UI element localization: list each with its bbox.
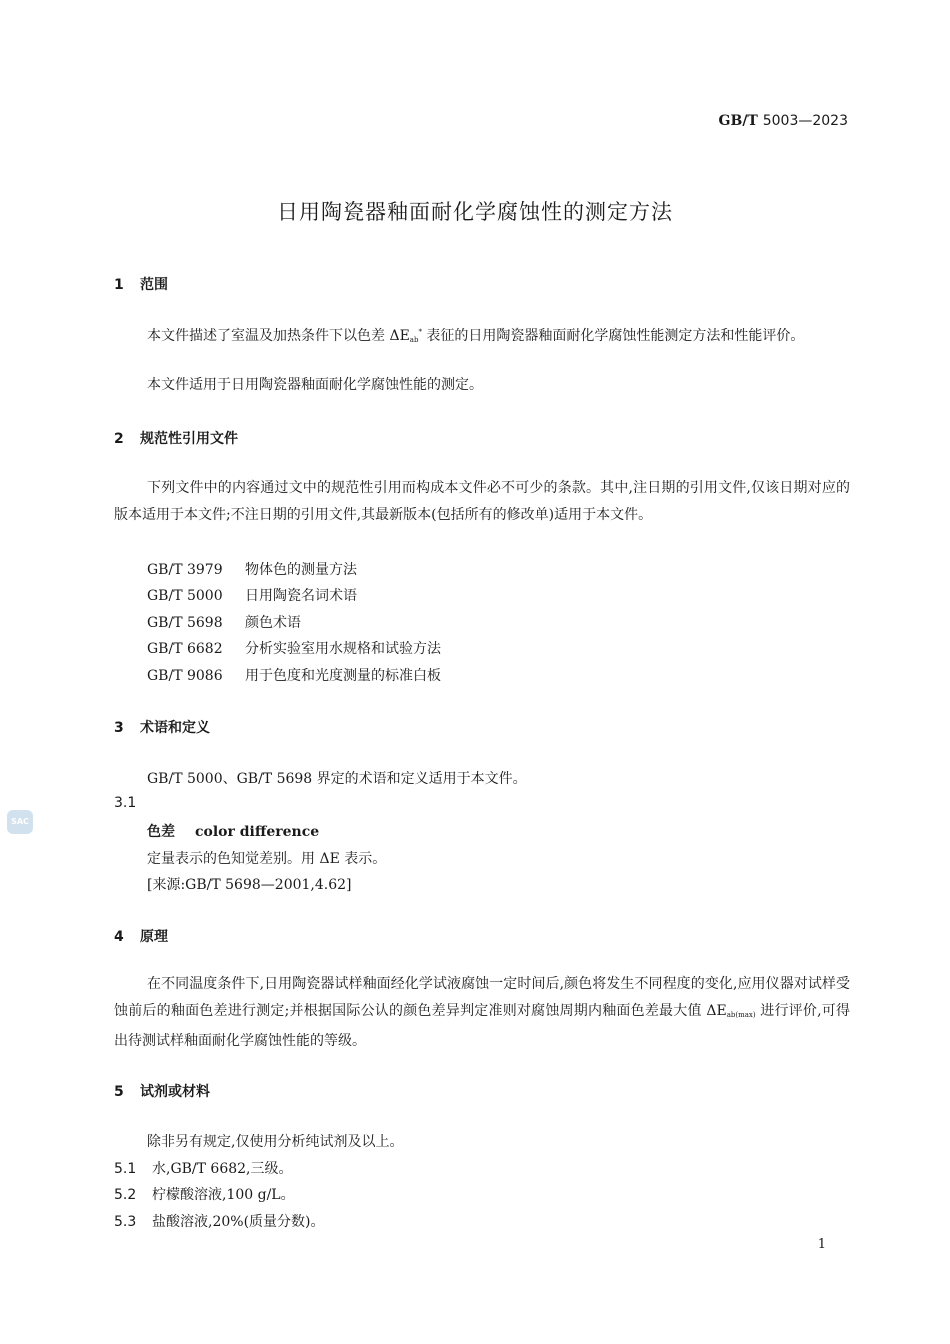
section-1-paragraph-1: 本文件描述了室温及加热条件下以色差 $\Delta E_{ab}^*$ 表征的日用陶瓷器釉面耐化学腐蚀性能测定方法和性能评价。 <box>147 328 805 344</box>
reference-name: 日用陶瓷名词术语 <box>245 588 357 604</box>
reference-item <box>147 559 357 579</box>
reference-code: GB/T 5000 <box>147 588 223 604</box>
item-number: 5.2 <box>114 1187 137 1203</box>
item-text: 柠檬酸溶液,100 g/L。 <box>152 1187 295 1203</box>
reference-name: 分析实验室用水规格和试验方法 <box>245 641 441 657</box>
reference-name: 颜色术语 <box>245 615 301 631</box>
reference-item <box>147 585 357 605</box>
section-number: 1 <box>114 277 124 293</box>
sac-watermark-logo: SAC <box>7 810 33 834</box>
section-4-heading <box>114 926 168 946</box>
reference-name: 用于色度和光度测量的标准白板 <box>245 668 441 684</box>
item-text: 盐酸溶液,20%(质量分数)。 <box>152 1214 325 1230</box>
section-5-heading <box>114 1081 210 1101</box>
delta-e-symbol: ΔE <box>319 851 340 867</box>
section-3-heading <box>114 717 210 737</box>
section-3-paragraph-1: GB/T 5000、GB/T 5698 界定的术语和定义适用于本文件。 <box>147 771 527 787</box>
reference-code: GB/T 5698 <box>147 615 223 631</box>
reference-item <box>147 612 301 632</box>
section-number: 2 <box>114 431 124 447</box>
term-heading <box>147 821 319 841</box>
reference-code: GB/T 9086 <box>147 668 223 684</box>
section-number: 4 <box>114 929 124 945</box>
document-title: 日用陶瓷器釉面耐化学腐蚀性的测定方法 <box>277 200 673 224</box>
term-english: color difference <box>195 824 320 840</box>
reagent-item <box>114 1184 295 1204</box>
term-number: 3.1 <box>114 795 137 811</box>
reference-name: 物体色的测量方法 <box>245 562 357 578</box>
section-title: 原理 <box>140 929 168 945</box>
section-title: 试剂或材料 <box>140 1084 210 1100</box>
section-title: 术语和定义 <box>140 720 210 736</box>
section-title: 规范性引用文件 <box>140 431 238 447</box>
reference-code: GB/T 3979 <box>147 562 223 578</box>
delta-e-symbol: ΔE <box>706 1002 727 1019</box>
section-2-heading <box>114 428 238 448</box>
section-1-paragraph-2: 本文件适用于日用陶瓷器釉面耐化学腐蚀性能的测定。 <box>147 377 483 393</box>
standard-code <box>719 113 848 129</box>
term-chinese: 色差 <box>147 824 175 840</box>
reference-code: GB/T 6682 <box>147 641 223 657</box>
section-2-paragraph-1: 下列文件中的内容通过文中的规范性引用而构成本文件必不可少的条款。其中,注日期的引用文件,仅该日期对应的版本适用于本文件;不注日期的引用文件,其最新版本(包括所有的修改单)适用于本文件。 <box>114 480 850 523</box>
item-number: 5.3 <box>114 1214 137 1230</box>
page-number: 1 <box>817 1237 826 1252</box>
section-5-paragraph-1: 除非另有规定,仅使用分析纯试剂及以上。 <box>147 1134 404 1150</box>
reference-item <box>147 665 441 685</box>
reagent-item <box>114 1158 293 1178</box>
term-source: [来源:GB/T 5698—2001,4.62] <box>147 877 352 893</box>
delta-e-symbol: ΔE <box>389 328 410 344</box>
term-definition: 定量表示的色知觉差别。用 ΔE 表示。 <box>147 851 387 867</box>
section-4-paragraph-1: 在不同温度条件下,日用陶瓷器试样釉面经化学试液腐蚀一定时间后,颜色将发生不同程度的变化,应用仪器对试样受蚀前后的釉面色差进行测定;并根据国际公认的颜色差异判定准则对腐蚀周期内釉面色差最大值 $\Delta E_{ab(max)}$ 进行评价,可得出待测试样釉面耐化学腐蚀性能的等级。 <box>114 976 850 1049</box>
standard-prefix: GB/T <box>718 113 758 129</box>
section-title: 范围 <box>140 277 168 293</box>
item-text: 水,GB/T 6682,三级。 <box>152 1161 293 1177</box>
section-1-heading <box>114 274 168 294</box>
reference-item <box>147 638 441 658</box>
item-number: 5.1 <box>114 1161 137 1177</box>
reagent-item <box>114 1211 325 1231</box>
standard-number: 5003—2023 <box>762 113 848 129</box>
section-number: 3 <box>114 720 124 736</box>
section-number: 5 <box>114 1084 124 1100</box>
